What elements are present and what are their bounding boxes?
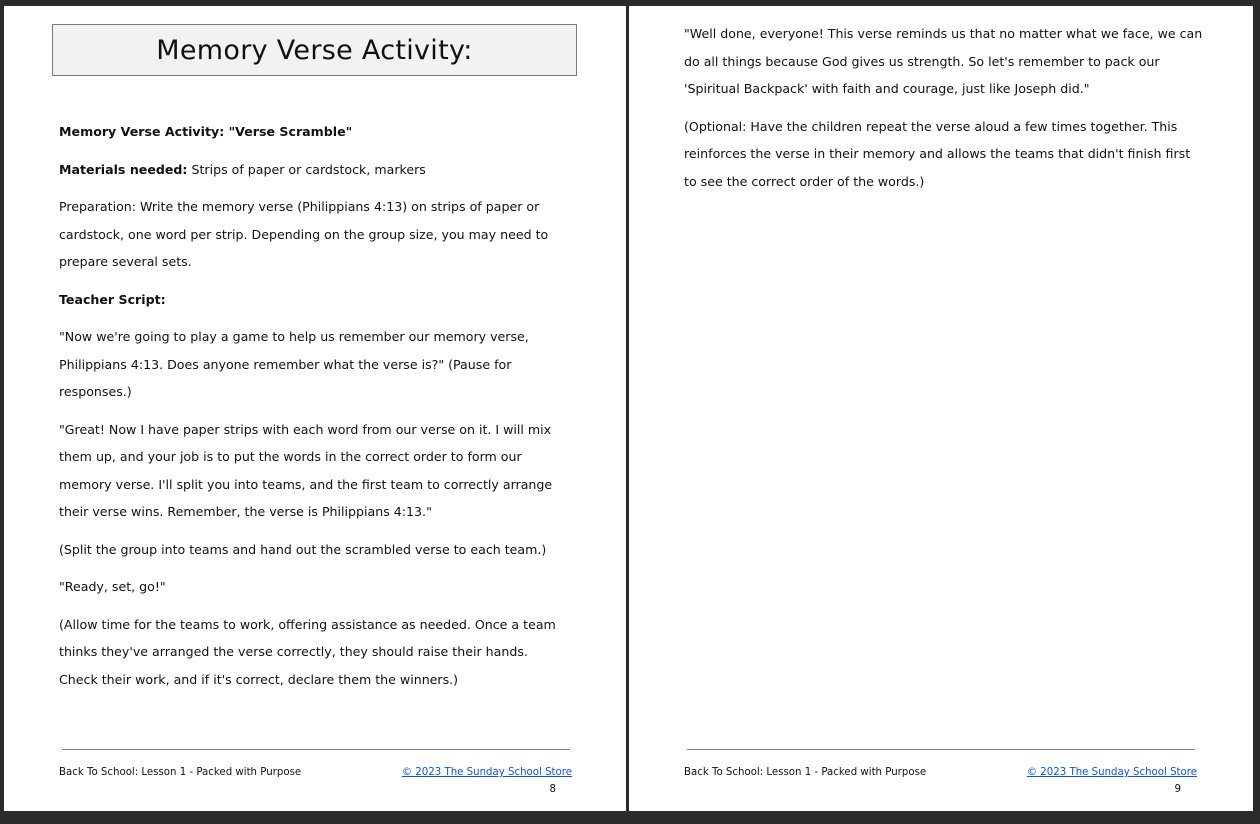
materials-line bbox=[59, 156, 569, 184]
page-9-body bbox=[684, 20, 1204, 205]
title-box bbox=[52, 24, 577, 76]
footer-divider bbox=[687, 749, 1195, 750]
page-8 bbox=[4, 6, 626, 811]
script-paragraph: (Split the group into teams and hand out the scrambled verse to each team.) bbox=[59, 541, 547, 557]
script-paragraph: (Optional: Have the children repeat the verse aloud a few times together. This reinforces the verse in their memory and allows the teams that didn't finish first to see the correct order of the words.) bbox=[684, 118, 1191, 189]
footer-copyright-link[interactable]: © 2023 The Sunday School Store bbox=[401, 767, 572, 778]
preparation-paragraph: Preparation: Write the memory verse (Philippians 4:13) on strips of paper or cardstock, one word per strip. Depending on the group size, you may need to prepare several sets. bbox=[59, 199, 549, 269]
script-paragraph: "Well done, everyone! This verse reminds us that no matter what we face, we can do all things because God gives us strength. So let's remember to pack our 'Spiritual Backpack' with faith and courage, just like Joseph did." bbox=[684, 26, 1203, 96]
script-paragraph: "Now we're going to play a game to help us remember our memory verse, Philippians 4:13. Does anyone remember what the verse is?" (Pause for responses.) bbox=[59, 329, 529, 399]
teacher-script-heading: Teacher Script: bbox=[59, 291, 166, 307]
page-number: 9 bbox=[1174, 784, 1181, 795]
footer-divider bbox=[62, 749, 570, 750]
materials-label: Materials needed: bbox=[59, 161, 188, 177]
page-8-body bbox=[59, 118, 569, 703]
script-paragraph: "Great! Now I have paper strips with each word from our verse on it. I will mix them up, and your job is to put the words in the correct order to form our memory verse. I'll split you into teams, and the first team to correctly arrange their verse wins. Remember, the verse is Philippians 4:13." bbox=[59, 421, 553, 519]
page-number: 8 bbox=[549, 784, 556, 795]
footer-lesson-title: Back To School: Lesson 1 - Packed with Purpose bbox=[684, 767, 927, 778]
footer-copyright-link[interactable]: © 2023 The Sunday School Store bbox=[1026, 767, 1197, 778]
page-title: Memory Verse Activity: bbox=[156, 34, 473, 66]
script-paragraph: "Ready, set, go!" bbox=[59, 579, 166, 594]
page-9 bbox=[629, 6, 1253, 811]
footer-lesson-title: Back To School: Lesson 1 - Packed with Purpose bbox=[59, 767, 302, 778]
activity-heading: Memory Verse Activity: "Verse Scramble" bbox=[59, 124, 353, 139]
script-paragraph: (Allow time for the teams to work, offering assistance as needed. Once a team thinks they've arranged the verse correctly, they should raise their hands. Check their work, and if it's correct, declare them the winners.) bbox=[59, 616, 556, 687]
materials-text: Strips of paper or cardstock, markers bbox=[187, 161, 426, 177]
